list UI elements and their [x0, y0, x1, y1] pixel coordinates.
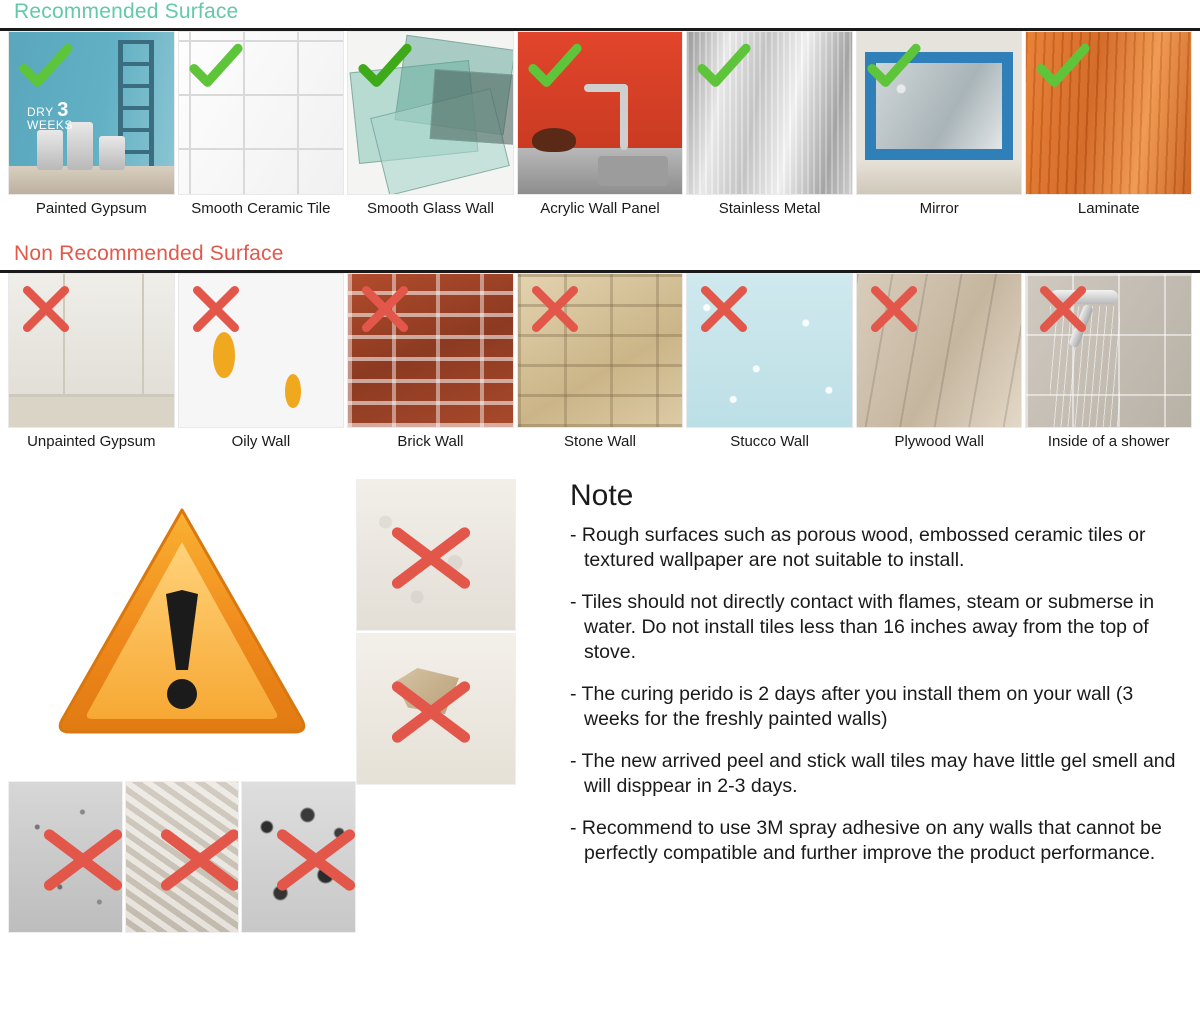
note-item: - Rough surfaces such as porous wood, embossed ceramic tiles or textured wallpaper are not suitable to install. — [570, 524, 1146, 571]
surface-card — [856, 31, 1023, 220]
x-mark-icon — [41, 826, 123, 894]
surface-thumbnail — [856, 273, 1023, 428]
x-mark-icon — [389, 678, 473, 746]
check-mark-icon — [358, 40, 412, 94]
note-item: - The curing perido is 2 days after you install them on your wall (3 weeks for the freshly painted walls) — [570, 683, 1134, 730]
surface-thumbnail — [347, 273, 514, 428]
bad-surface-thumb-column — [356, 479, 518, 935]
non-recommended-surface-grid — [0, 273, 1200, 453]
x-mark-icon — [158, 826, 240, 894]
surface-label: Stucco Wall — [730, 433, 809, 450]
bad-surface-thumb — [8, 781, 123, 933]
seam-art — [142, 274, 144, 397]
surface-card — [8, 273, 175, 453]
surface-card — [517, 273, 684, 453]
surface-card — [178, 273, 345, 453]
surface-thumbnail — [517, 31, 684, 195]
surface-label: Stainless Metal — [718, 200, 821, 217]
dry-weeks-overlay: DRY 3 WEEKS — [27, 99, 73, 132]
surface-card — [178, 31, 345, 220]
x-mark-icon — [360, 284, 410, 334]
surface-card — [856, 273, 1023, 453]
surface-thumbnail — [856, 31, 1023, 195]
non-recommended-section-heading: Non Recommended Surface — [14, 242, 284, 265]
floor-art — [9, 397, 174, 427]
floor-art — [9, 166, 174, 194]
check-mark-icon — [189, 40, 243, 94]
faucet-art — [620, 84, 628, 150]
glass-pane-art — [430, 69, 514, 145]
surface-thumbnail — [178, 273, 345, 428]
bad-surface-thumb-row — [8, 781, 356, 935]
bad-surface-thumb — [356, 479, 516, 631]
surface-label: Brick Wall — [397, 433, 464, 450]
surface-label: Smooth Glass Wall — [366, 200, 494, 217]
x-mark-icon — [869, 284, 919, 334]
surface-label: Inside of a shower — [1047, 433, 1170, 450]
surface-thumbnail — [1025, 31, 1192, 195]
decor-art — [532, 128, 576, 152]
x-mark-icon — [699, 284, 749, 334]
surface-thumbnail — [178, 31, 345, 195]
recommended-section-heading: Recommended Surface — [14, 0, 239, 23]
check-mark-icon — [19, 40, 73, 94]
vanity-art — [857, 160, 1022, 194]
recommended-surface-grid — [0, 31, 1200, 220]
warning-triangle-wrap — [8, 479, 356, 779]
surface-label: Acrylic Wall Panel — [540, 200, 660, 217]
bad-surface-thumb — [241, 781, 356, 933]
note-item: - Recommend to use 3M spray adhesive on any walls that cannot be perfectly compatible and further improve the product performance. — [570, 817, 1162, 864]
surface-card — [1025, 273, 1192, 453]
x-mark-icon — [1038, 284, 1088, 334]
surface-thumbnail — [347, 31, 514, 195]
note-title: Note — [570, 479, 634, 512]
surface-label: Smooth Ceramic Tile — [191, 200, 331, 217]
bad-surface-thumb — [125, 781, 240, 933]
surface-thumbnail — [517, 273, 684, 428]
surface-label: Laminate — [1077, 200, 1140, 217]
x-mark-icon — [191, 284, 241, 334]
bad-surface-thumb — [356, 633, 516, 785]
check-mark-icon — [528, 40, 582, 94]
surface-label: Mirror — [919, 200, 959, 217]
surface-card — [8, 31, 175, 220]
oil-drip-art — [213, 332, 235, 378]
note-item: - Tiles should not directly contact with flames, steam or submerse in water. Do not install tiles less than 16 inches away from the top of stove. — [570, 591, 1155, 663]
surface-thumbnail — [1025, 273, 1192, 428]
paint-can-art — [37, 130, 63, 170]
surface-thumbnail — [686, 31, 853, 195]
check-mark-icon — [867, 40, 921, 94]
surface-label: Painted Gypsum — [35, 200, 147, 217]
check-mark-icon — [697, 40, 751, 94]
note-item: - The new arrived peel and stick wall tiles may have little gel smell and will disppear in 2-3 days. — [570, 750, 1176, 797]
surface-thumbnail — [8, 273, 175, 428]
note-section — [0, 479, 1200, 935]
x-mark-icon — [389, 524, 473, 592]
surface-label: Stone Wall — [564, 433, 637, 450]
check-mark-icon — [1036, 40, 1090, 94]
surface-label: Unpainted Gypsum — [27, 433, 156, 450]
warning-illustration-column — [8, 479, 356, 935]
x-mark-icon — [21, 284, 71, 334]
surface-card — [347, 273, 514, 453]
surface-card — [517, 31, 684, 220]
surface-card — [686, 273, 853, 453]
surface-label: Oily Wall — [231, 433, 291, 450]
surface-card — [1025, 31, 1192, 220]
oil-drip-art — [285, 374, 301, 408]
surface-card — [686, 31, 853, 220]
x-mark-icon — [530, 284, 580, 334]
warning-triangle-icon — [52, 493, 312, 743]
surface-thumbnail — [686, 273, 853, 428]
paint-can-art — [99, 136, 125, 170]
x-mark-icon — [274, 826, 356, 894]
sink-art — [598, 156, 668, 186]
surface-thumbnail — [8, 31, 175, 195]
surface-label: Plywood Wall — [894, 433, 984, 450]
surface-card — [347, 31, 514, 220]
note-text-column — [518, 479, 1200, 935]
